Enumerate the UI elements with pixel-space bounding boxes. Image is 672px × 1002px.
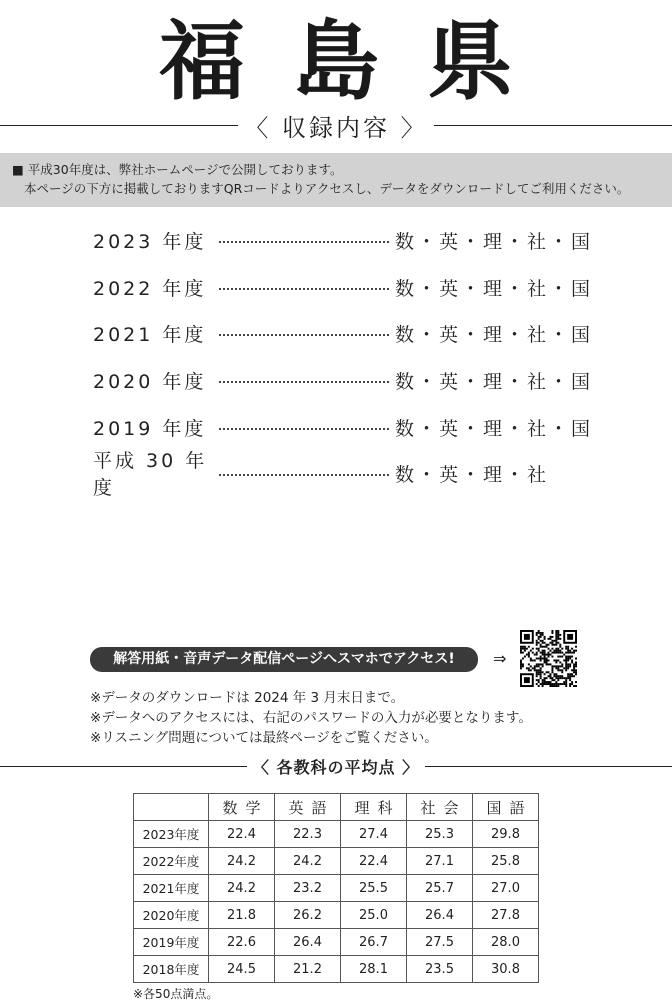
table-cell: 25.3 [407,821,473,848]
notice-box [0,153,672,207]
contents-year: 2023 年度 [93,230,207,253]
contents-subjects: 数・英・理・社・国 [395,370,594,393]
dot-leader [219,428,389,430]
table-cell: 24.2 [209,848,275,875]
table-cell: 21.2 [275,956,341,983]
table-cell: 27.5 [407,929,473,956]
table-cell: 22.6 [209,929,275,956]
contents-year: 平成 30 年度 [93,450,208,499]
table-row [134,821,539,848]
column-header: 数学 [209,794,275,821]
row-header: 2023年度 [134,821,209,848]
contents-row [93,225,593,255]
contents-year: 2021 年度 [93,323,207,346]
contents-year: 2020 年度 [93,370,207,393]
table-header-row [134,794,539,821]
contents-year: 2019 年度 [93,417,207,440]
table-cell: 21.8 [209,902,275,929]
table-cell: 22.3 [275,821,341,848]
note: ※データへのアクセスには、右記のパスワードの入力が必要となります。 [90,710,532,726]
note: ※リスニング問題については最終ページをご覧ください。 [90,730,438,746]
table-row [134,902,539,929]
note: ※データのダウンロードは 2024 年 3 月末日まで。 [90,690,405,706]
footnote: ※各50点満点。 [133,987,219,1001]
table-cell: 24.2 [209,875,275,902]
dot-leader [219,334,389,336]
table-cell: 22.4 [341,848,407,875]
row-header: 2022年度 [134,848,209,875]
qr-code-icon[interactable] [520,630,577,687]
access-banner: 解答用紙・音声データ配信ページへスマホでアクセス! [90,647,478,672]
dot-leader [219,288,389,290]
table-cell: 25.8 [473,848,539,875]
table-cell: 25.0 [341,902,407,929]
table-cell: 23.2 [275,875,341,902]
table-cell: 25.7 [407,875,473,902]
table-cell: 23.5 [407,956,473,983]
table-cell: 29.8 [473,821,539,848]
contents-subjects: 数・英・理・社・国 [395,230,594,253]
averages-table [133,793,539,983]
row-header: 2020年度 [134,902,209,929]
contents-subjects: 数・英・理・社・国 [395,417,594,440]
notice-line: 本ページの下方に掲載しておりますQRコードよりアクセスし、データをダウンロードしてご利用ください。 [24,181,630,196]
table-cell: 27.4 [341,821,407,848]
column-header: 国語 [473,794,539,821]
table-cell: 22.4 [209,821,275,848]
contents-row [93,412,593,442]
table-cell: 25.5 [341,875,407,902]
table-cell: 26.4 [275,929,341,956]
contents-year: 2022 年度 [93,277,207,300]
table-row [134,848,539,875]
contents-subjects: 数・英・理・社 [395,463,550,486]
table-cell: 26.4 [407,902,473,929]
column-header: 英語 [275,794,341,821]
table-cell: 28.0 [473,929,539,956]
page-title: 福島県 [159,12,561,112]
table-cell: 24.5 [209,956,275,983]
dot-leader [219,474,389,476]
table-row [134,956,539,983]
table-cell: 24.2 [275,848,341,875]
column-header: 理科 [341,794,407,821]
table-cell: 30.8 [473,956,539,983]
row-header: 2019年度 [134,929,209,956]
averages-header: 〈 各教科の平均点 〉 [247,758,425,777]
contents-subjects: 数・英・理・社・国 [395,323,594,346]
column-header: 社会 [407,794,473,821]
table-cell: 26.7 [341,929,407,956]
table-row [134,929,539,956]
contents-header: 〈 収録内容 〉 [238,114,433,142]
table-cell: 26.2 [275,902,341,929]
dot-leader [219,241,389,243]
dot-leader [219,381,389,383]
table-cell: 27.8 [473,902,539,929]
table-cell: 27.0 [473,875,539,902]
table-cell: 28.1 [341,956,407,983]
row-header: 2018年度 [134,956,209,983]
notice-line: ■ 平成30年度は、弊社ホームページで公開しております。 [12,162,343,177]
arrow-icon: ⇒ [493,649,507,668]
table-cell: 27.1 [407,848,473,875]
contents-row [93,365,593,395]
contents-row [93,318,593,348]
contents-row [93,450,593,499]
contents-subjects: 数・英・理・社・国 [395,277,594,300]
contents-row [93,272,593,302]
row-header: 2021年度 [134,875,209,902]
column-header [134,794,209,821]
table-row [134,875,539,902]
